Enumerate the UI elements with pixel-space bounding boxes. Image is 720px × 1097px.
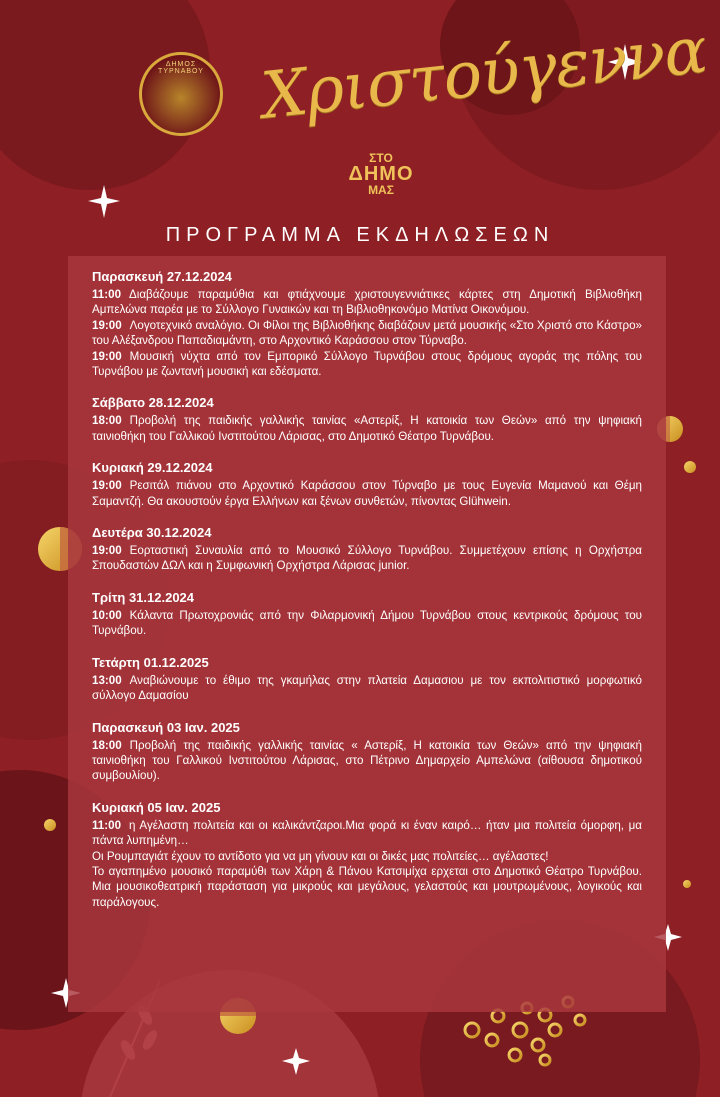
event-time: 19:00 [92,544,122,558]
municipality-logo [139,52,223,136]
event [92,478,642,509]
event-time: 19:00 [92,349,122,363]
event [92,349,642,380]
logo-text: ΔΗΜΟΣ ΤΥΡΝΑΒΟΥ [158,61,204,75]
event-text: Ρεσιτάλ πιάνου στο Αρχοντικό Καράσσου στον Τύρναβο με τους Ευγενία Μαμανού και Θέμη Σαμαντζή. Θα ακουστούν έργα Ελλήνων και ξένων συνθετών, πίνοντας Glühwein. [92,479,642,508]
event-time: 18:00 [92,738,122,752]
day-entry [92,654,642,704]
event [92,738,642,784]
event-extra: Οι Ρουμπαγιάτ έχουν το αντίδοτο για να μη γίνουν και οι δικές μας πολιτείες… αγέλαστες! [92,849,549,863]
subtitle-line-2: ΔΗΜΟ [348,163,414,185]
event-text: Προβολή της παιδικής γαλλικής ταινίας « Αστερίξ, Η κατοικία των Θεών» από την ψηφιακή ταινιοθήκη του Γαλλικού Ινστιτούτου Λάρισας, στο Πέτρινο Δημαρχείο Αμπελώνα (αίθουσα δημοτικού συμβουλίου). [92,738,642,783]
day-date: Τετάρτη 01.12.2025 [92,654,209,670]
day-entry [92,524,642,574]
event-time: 11:00 [92,818,122,832]
event-text: Αναβιώνουμε το έθιμο της γκαμήλας στην πλατεία Δαμασιου με τον εκπολιτιστικό μορφωτικό σύλλογο Δαμασίου [92,673,642,703]
day-date: Παρασκευή 03 Ιαν. 2025 [92,719,240,735]
event-time: 19:00 [92,479,122,493]
event [92,818,642,849]
program-panel [68,256,666,1012]
day-entry [92,719,642,784]
gold-dot-4 [44,819,56,831]
event-time: 13:00 [92,673,122,687]
event [92,608,642,639]
event-extra: Το αγαπημένο μουσικό παραμύθι των Χάρη & Πάνου Κατσιμίχα ερχεται στο Δημοτικό Θέατρο Τυρνάβου. Μια μουσικοθεατρική παράσταση για μικρούς και μεγάλους, γελαστούς και μουτρωμένους, λογικούς και παράλογους. [92,864,642,909]
subtitle-line-1: ΣΤΟ [369,151,393,165]
event [92,543,642,574]
subtitle [336,152,426,196]
event-text: Διαβάζουμε παραμύθια και φτιάχνουμε χριστουγεννιάτικες κάρτες στη Δημοτική Βιβλιοθήκη Αμπελώνα παρέα με το Σύλλογο Γυναικών και τη Βιβλιοθηκονόμο Ματίνα Οικονόμου. [92,288,642,317]
event [92,318,642,349]
day-entry [92,394,642,444]
subtitle-line-3: ΜΑΣ [368,183,394,197]
event-time: 18:00 [92,414,122,428]
event [92,413,642,444]
event-text: Προβολή της παιδικής γαλλικής ταινίας «Αστερίξ, Η κατοικία των Θεών» από την ψηφιακή ταινιοθήκη του Γαλλικού Ινστιτούτου Λάρισας, στο Δημοτικό Θέατρο Τυρνάβου. [92,414,642,443]
day-entry [92,268,642,379]
gold-dot-6 [683,880,691,888]
program-heading: ΠΡΟΓΡΑΜΜΑ ΕΚΔΗΛΩΣΕΩΝ [165,224,555,246]
day-date: Κυριακή 05 Ιαν. 2025 [92,799,221,815]
day-entry [92,459,642,509]
day-entry [92,799,642,910]
day-entry [92,589,642,639]
event-time: 10:00 [92,608,122,622]
event [92,287,642,318]
page-title: Χριστούγεννα [258,13,710,134]
event-text: Λογοτεχνικό αναλόγιο. Οι Φίλοι της Βιβλιοθήκης διαβάζουν μετά μουσικής «Στο Χριστό στο Κάστρο» του Αλέξανδρου Παπαδιαμάντη, στο Αρχοντικό Καράσσου στον Τύρναβο. [92,318,642,348]
day-date: Παρασκευή 27.12.2024 [92,269,232,284]
event-time: 11:00 [92,288,122,301]
event [92,673,642,704]
event-time: 19:00 [92,318,122,332]
event-text: Μουσική νύχτα από τον Εμπορικό Σύλλογο Τυρνάβου στους δρόμους αγοράς της πόλης του Τυρνάβου με ζωντανή μουσική και εδέσματα. [92,349,642,379]
event-text: Εορταστική Συναυλία από το Μουσικό Σύλλογο Τυρνάβου. Συμμετέχουν επίσης η Ορχήστρα Σπουδαστών ΔΩΛ και η Συμφωνική Ορχήστρα Λάρισας junior. [92,544,642,573]
event-text: Κάλαντα Πρωτοχρονιάς από την Φιλαρμονική Δήμου Τυρνάβου στους κεντρικούς δρόμους του Τυρνάβου. [92,608,642,638]
gold-dot-2 [684,461,696,473]
day-date: Σάββατο 28.12.2024 [92,395,214,411]
day-date: Τρίτη 31.12.2024 [92,589,195,605]
day-date: Κυριακή 29.12.2024 [92,460,213,476]
day-date: Δευτέρα 30.12.2024 [92,525,212,541]
event-text: η Αγέλαστη πολιτεία και οι καλικάντζαροι.Μια φορά κι έναν καιρό… ήταν μια πολιτεία όμορφη, μα πάντα λυπημένη… [92,818,642,848]
